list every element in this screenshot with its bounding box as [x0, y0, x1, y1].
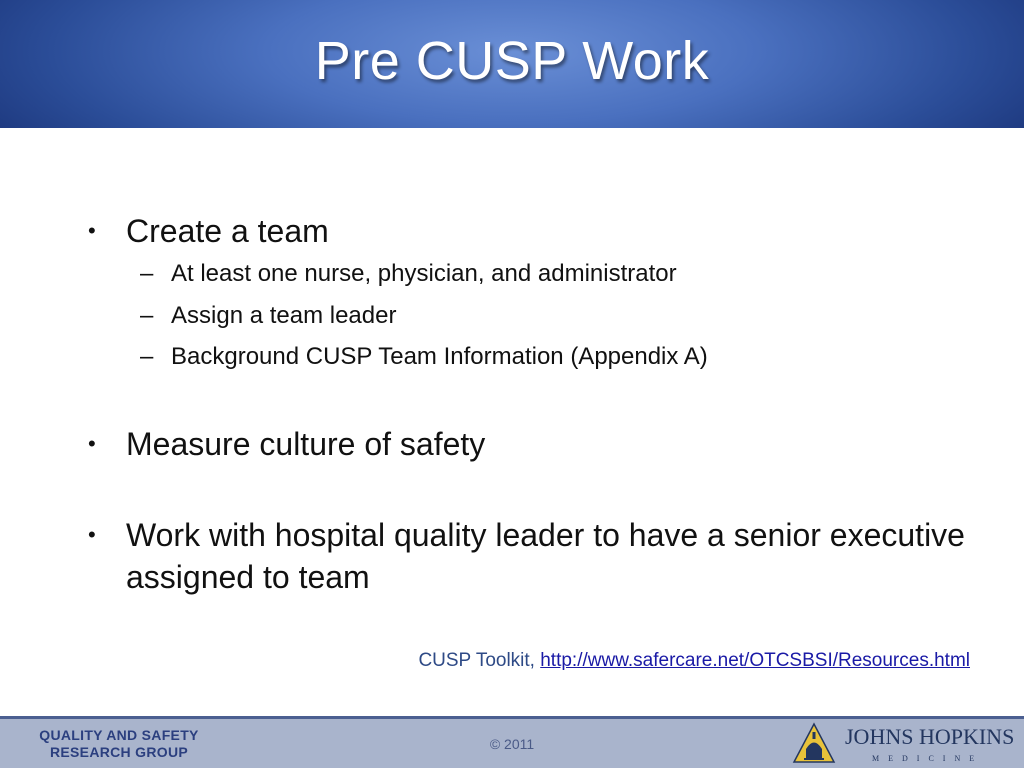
johns-hopkins-dome-icon — [792, 722, 836, 766]
institution-subtitle: MEDICINE — [872, 754, 984, 763]
bullet-marker: • — [88, 431, 96, 456]
footer-bar — [0, 719, 1024, 768]
bullet-marker: • — [88, 218, 96, 243]
sub-bullet-marker: – — [140, 302, 154, 329]
slide-title: Pre CUSP Work — [314, 31, 710, 91]
citation — [418, 650, 970, 672]
title-bar — [0, 0, 1024, 128]
bullet-text: Create a team — [126, 213, 329, 249]
institution-name: JOHNS HOPKINS — [845, 724, 1015, 749]
sub-bullet-text: Background CUSP Team Information (Appendix A) — [171, 343, 708, 370]
sub-bullet-text: At least one nurse, physician, and administrator — [171, 260, 677, 287]
bullet-text: Measure culture of safety — [126, 426, 486, 462]
bullet-text: Work with hospital quality leader to have a senior executive assigned to team — [126, 517, 965, 595]
sub-bullet-marker: – — [140, 343, 154, 370]
citation-prefix: CUSP Toolkit, — [418, 650, 535, 671]
group-name-line2: RESEARCH GROUP — [50, 744, 188, 760]
research-group-logo-text — [14, 727, 224, 761]
sub-bullet-text: Assign a team leader — [171, 302, 397, 329]
group-name-line1: QUALITY AND SAFETY — [39, 727, 199, 743]
sub-bullet-marker: – — [140, 260, 154, 287]
copyright-notice: © 2011 — [489, 736, 535, 752]
toolkit-link[interactable]: http://www.safercare.net/OTCSBSI/Resources.html — [540, 650, 970, 671]
bullet-marker: • — [88, 522, 96, 547]
